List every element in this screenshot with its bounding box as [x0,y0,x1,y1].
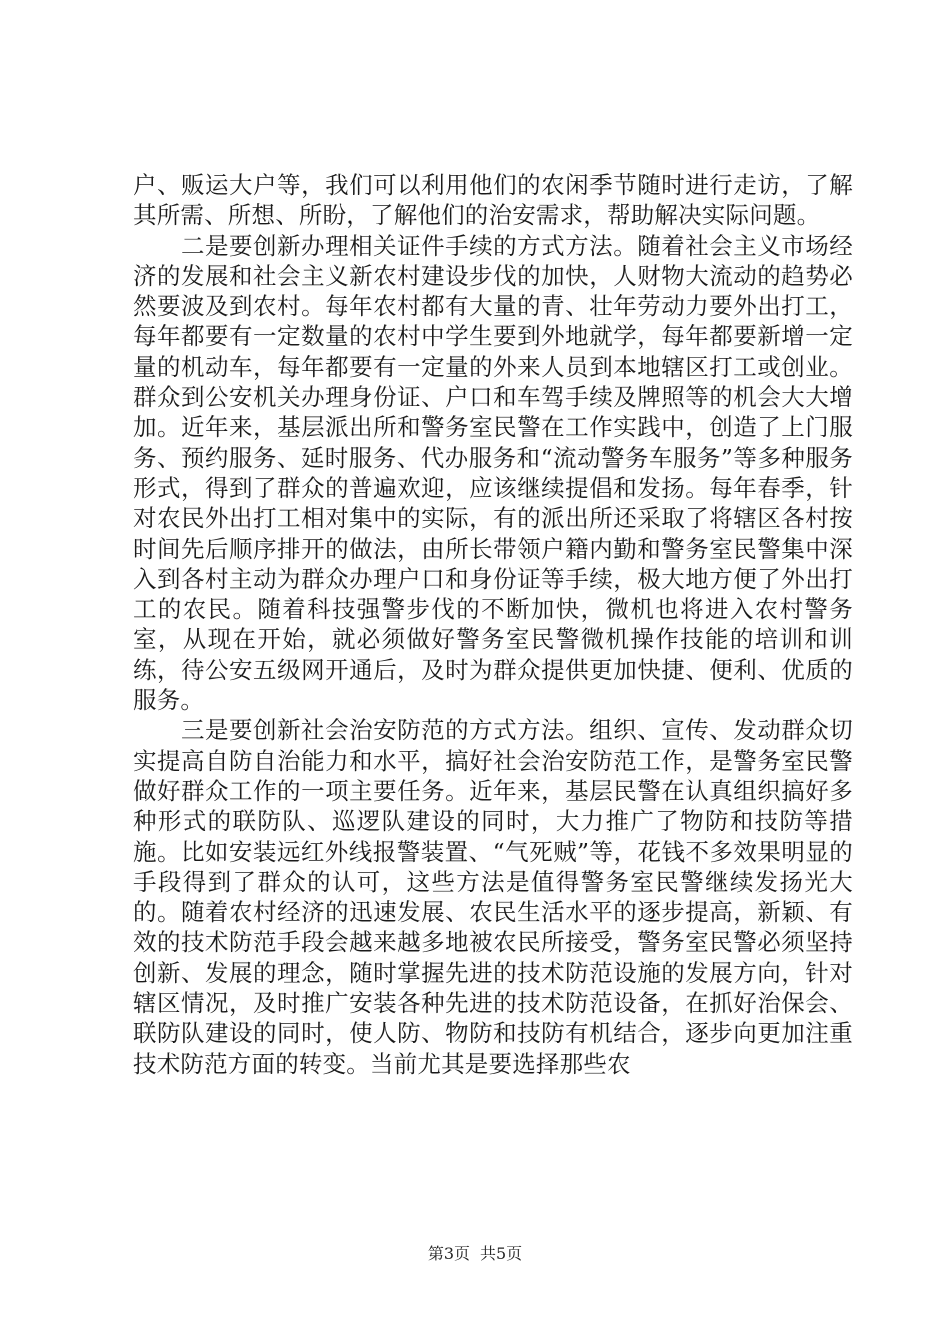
paragraph-1: 户、贩运大户等，我们可以利用他们的农闲季节随时进行走访，了解其所需、所想、所盼，了解他们的治安需求，帮助解决实际问题。 [133,171,853,230]
page-footer [0,1244,950,1264]
paragraph-2: 二是要创新办理相关证件手续的方式方法。随着社会主义市场经济的发展和社会主义新农村建设步伐的加快，人财物大流动的趋势必然要波及到农村。每年农村都有大量的青、壮年劳动力要外出打工，每年都要有一定数量的农村中学生要到外地就学，每年都要新增一定量的机动车，每年都要有一定量的外来人员到本地辖区打工或创业。群众到公安机关办理身份证、户口和车驾手续及牌照等的机会大大增加。近年来，基层派出所和警务室民警在工作实践中，创造了上门服务、预约服务、延时服务、代办服务和“流动警务车服务”等多种服务形式，得到了群众的普遍欢迎，应该继续提倡和发扬。每年春季，针对农民外出打工相对集中的实际，有的派出所还采取了将辖区各村按时间先后顺序排开的做法，由所长带领户籍内勤和警务室民警集中深入到各村主动为群众办理户口和身份证等手续，极大地方便了外出打工的农民。随着科技强警步伐的不断加快，微机也将进入农村警务室，从现在开始，就必须做好警务室民警微机操作技能的培训和训练，待公安五级网开通后，及时为群众提供更加快捷、便利、优质的服务。 [133,231,853,715]
page-number-total: 共5页 [480,1244,523,1263]
page-number-current: 第3页 [427,1244,470,1263]
document-body [133,170,853,1079]
paragraph-3: 三是要创新社会治安防范的方式方法。组织、宣传、发动群众切实提高自防自治能力和水平，搞好社会治安防范工作，是警务室民警做好群众工作的一项主要任务。近年来，基层民警在认真组织搞好多种形式的联防队、巡逻队建设的同时，大力推广了物防和技防等措施。比如安装远红外线报警装置、“气死贼”等，花钱不多效果明显的手段得到了群众的认可，这些方法是值得警务室民警继续发扬光大的。随着农村经济的迅速发展、农民生活水平的逐步提高，新颖、有效的技术防范手段会越来越多地被农民所接受，警务室民警必须坚持创新、发展的理念，随时掌握先进的技术防范设施的发展方向，针对辖区情况，及时推广安装各种先进的技术防范设备，在抓好治保会、联防队建设的同时，使人防、物防和技防有机结合，逐步向更加注重技术防范方面的转变。当前尤其是要选择那些农 [133,716,853,1078]
